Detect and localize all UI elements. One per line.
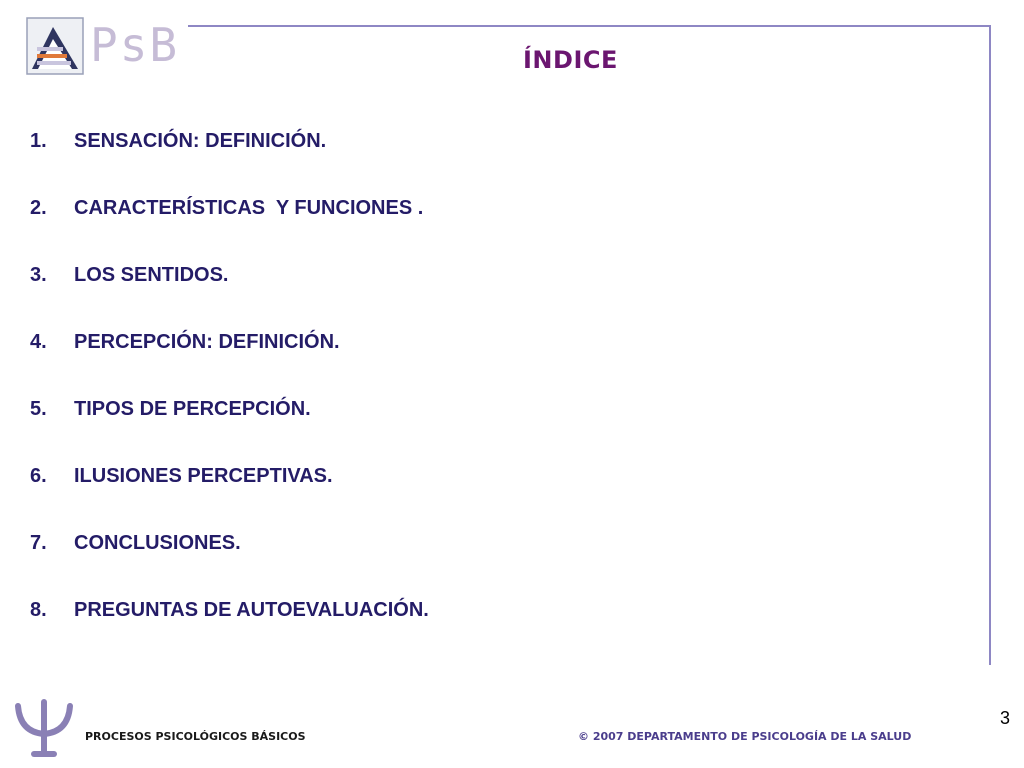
index-number: 1. <box>30 130 47 152</box>
index-item <box>30 398 429 465</box>
psb-logo-text: PsB <box>90 18 180 72</box>
index-label: ILUSIONES PERCEPTIVAS. <box>74 465 333 487</box>
index-item <box>30 264 429 331</box>
page-number: 3 <box>1000 708 1011 728</box>
index-item <box>30 331 429 398</box>
slide-title: ÍNDICE <box>523 46 618 74</box>
frame-right-line <box>989 25 991 665</box>
index-number: 8. <box>30 599 47 621</box>
index-number: 5. <box>30 398 47 420</box>
psb-logo-icon <box>26 17 84 75</box>
psi-icon <box>12 698 76 758</box>
index-item <box>30 465 429 532</box>
index-number: 2. <box>30 197 47 219</box>
index-number: 4. <box>30 331 47 353</box>
index-number: 6. <box>30 465 47 487</box>
footer-course-name: PROCESOS PSICOLÓGICOS BÁSICOS <box>85 730 306 743</box>
index-label: PERCEPCIÓN: DEFINICIÓN. <box>74 331 340 353</box>
index-label: CONCLUSIONES. <box>74 532 241 554</box>
index-label: TIPOS DE PERCEPCIÓN. <box>74 398 311 420</box>
index-number: 3. <box>30 264 47 286</box>
footer-copyright: © 2007 DEPARTAMENTO DE PSICOLOGÍA DE LA SALUD <box>578 730 912 743</box>
index-label: CARACTERÍSTICAS Y FUNCIONES . <box>74 197 424 219</box>
index-list <box>30 130 429 666</box>
index-item <box>30 599 429 666</box>
index-item <box>30 197 429 264</box>
index-label: SENSACIÓN: DEFINICIÓN. <box>74 130 327 152</box>
index-item <box>30 532 429 599</box>
index-label: LOS SENTIDOS. <box>74 264 229 286</box>
frame-top-line <box>188 25 991 27</box>
index-label: PREGUNTAS DE AUTOEVALUACIÓN. <box>74 599 429 621</box>
index-item <box>30 130 429 197</box>
index-number: 7. <box>30 532 47 554</box>
